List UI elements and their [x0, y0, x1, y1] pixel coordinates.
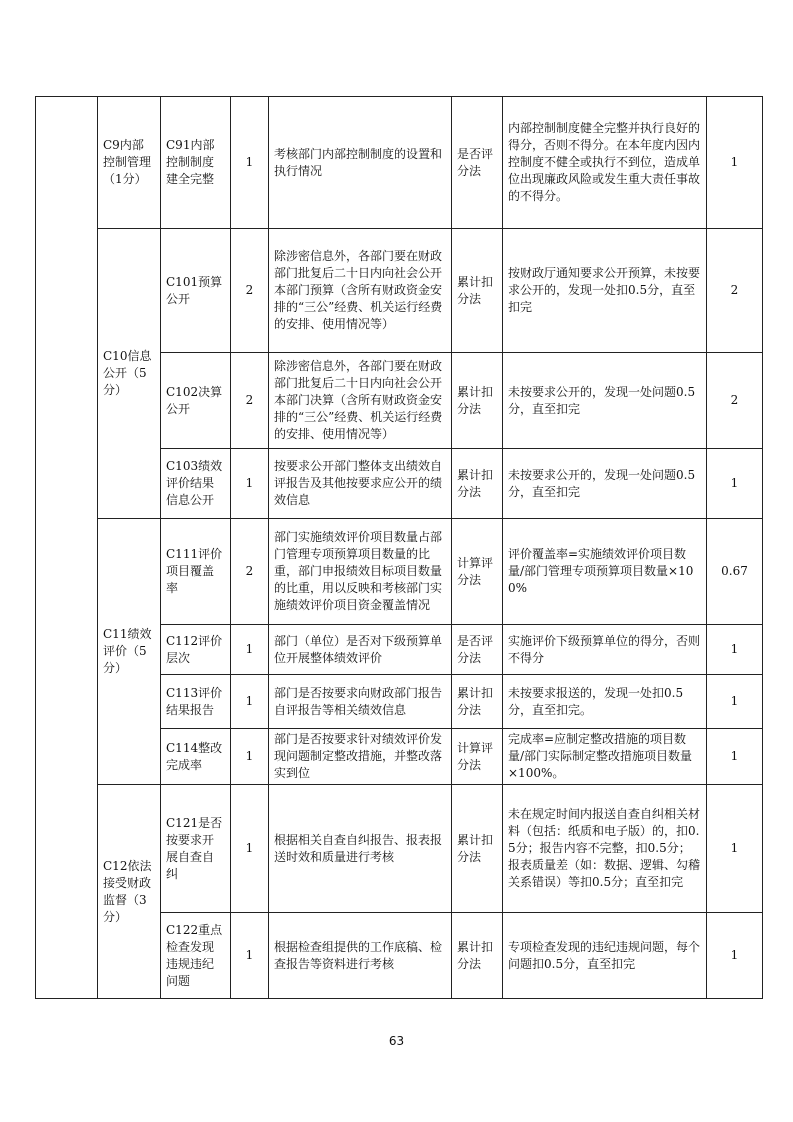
- method-cell: 是否评分法: [452, 625, 503, 675]
- result-cell: 1: [707, 675, 763, 729]
- content-cell: 部门实施绩效评价项目数量占部门管理专项预算项目数量的比重，部门申报绩效目标项目数量的比重，用以反映和考核部门实施绩效评价项目资金覆盖情况: [269, 519, 452, 625]
- content-cell: 除涉密信息外，各部门要在财政部门批复后二十日内向社会公开本部门预算（含所有财政资金安排的“三公”经费、机关运行经费的安排、使用情况等）: [269, 229, 452, 353]
- result-cell: 1: [707, 97, 763, 229]
- score-cell: 1: [231, 449, 269, 519]
- table-row: [36, 97, 763, 229]
- table-row: [36, 785, 763, 913]
- score-cell: 1: [231, 913, 269, 999]
- standard-cell: 未在规定时间内报送自查自纠相关材料（包括：纸质和电子版）的，扣0.5分；报告内容不完整，扣0.5分；报表质量差（如：数据、逻辑、勾稽关系错误）等扣0.5分；直至扣完: [503, 785, 707, 913]
- score-cell: 2: [231, 229, 269, 353]
- score-cell: 1: [231, 729, 269, 785]
- indicator-code-cell: C122重点检查发现违规违纪问题: [161, 913, 231, 999]
- indicator-code-cell: C102决算公开: [161, 353, 231, 449]
- page-number: 63: [388, 1034, 405, 1048]
- content-cell: 部门（单位）是否对下级预算单位开展整体绩效评价: [269, 625, 452, 675]
- standard-cell: 未按要求公开的，发现一处问题0.5分，直至扣完: [503, 449, 707, 519]
- content-cell: 部门是否按要求针对绩效评价发现问题制定整改措施，并整改落实到位: [269, 729, 452, 785]
- standard-cell: 完成率=应制定整改措施的项目数量/部门实际制定整改措施项目数量×100%。: [503, 729, 707, 785]
- standard-cell: 未按要求公开的，发现一处问题0.5分，直至扣完: [503, 353, 707, 449]
- indicator-code-cell: C111评价项目覆盖率: [161, 519, 231, 625]
- method-cell: 累计扣分法: [452, 449, 503, 519]
- indicator-code-cell: C103绩效评价结果信息公开: [161, 449, 231, 519]
- method-cell: 累计扣分法: [452, 353, 503, 449]
- score-cell: 2: [231, 519, 269, 625]
- table-row: [36, 229, 763, 353]
- standard-cell: 内部控制制度健全完整并执行良好的得分，否则不得分。在本年度内因内控制度不健全或执行不到位，造成单位出现廉政风险或发生重大责任事故的不得分。: [503, 97, 707, 229]
- secondary-indicator-cell: C9内部控制管理（1分）: [98, 97, 161, 229]
- method-cell: 计算评分法: [452, 729, 503, 785]
- method-cell: 累计扣分法: [452, 229, 503, 353]
- content-cell: 除涉密信息外，各部门要在财政部门批复后二十日内向社会公开本部门决算（含所有财政资金安排的“三公”经费、机关运行经费的安排、使用情况等）: [269, 353, 452, 449]
- result-cell: 1: [707, 625, 763, 675]
- secondary-indicator-cell: C12依法接受财政监督（3分）: [98, 785, 161, 999]
- method-cell: 累计扣分法: [452, 913, 503, 999]
- standard-cell: 专项检查发现的违纪违规问题，每个问题扣0.5分，直至扣完: [503, 913, 707, 999]
- indicator-code-cell: C91内部控制制度建全完整: [161, 97, 231, 229]
- result-cell: 1: [707, 785, 763, 913]
- indicator-code-cell: C112评价层次: [161, 625, 231, 675]
- content-cell: 按要求公开部门整体支出绩效自评报告及其他按要求应公开的绩效信息: [269, 449, 452, 519]
- method-cell: 累计扣分法: [452, 785, 503, 913]
- indicator-code-cell: C101预算公开: [161, 229, 231, 353]
- result-cell: 1: [707, 729, 763, 785]
- standard-cell: 实施评价下级预算单位的得分，否则不得分: [503, 625, 707, 675]
- indicator-code-cell: C121是否按要求开展自查自纠: [161, 785, 231, 913]
- indicator-code-cell: C113评价结果报告: [161, 675, 231, 729]
- content-cell: 根据相关自查自纠报告、报表报送时效和质量进行考核: [269, 785, 452, 913]
- content-cell: 根据检查组提供的工作底稿、检查报告等资料进行考核: [269, 913, 452, 999]
- method-cell: 累计扣分法: [452, 675, 503, 729]
- table-body: [36, 97, 763, 999]
- evaluation-table: [35, 96, 763, 999]
- indicator-code-cell: C114整改完成率: [161, 729, 231, 785]
- method-cell: 是否评分法: [452, 97, 503, 229]
- method-cell: 计算评分法: [452, 519, 503, 625]
- content-cell: 考核部门内部控制制度的设置和执行情况: [269, 97, 452, 229]
- first-level-indicator-cell: [36, 97, 98, 999]
- secondary-indicator-cell: C10信息公开（5分）: [98, 229, 161, 519]
- score-cell: 1: [231, 785, 269, 913]
- score-cell: 1: [231, 97, 269, 229]
- result-cell: 1: [707, 913, 763, 999]
- content-cell: 部门是否按要求向财政部门报告自评报告等相关绩效信息: [269, 675, 452, 729]
- standard-cell: 未按要求报送的，发现一处扣0.5分，直至扣完。: [503, 675, 707, 729]
- standard-cell: 评价覆盖率=实施绩效评价项目数量/部门管理专项预算项目数量×100%: [503, 519, 707, 625]
- secondary-indicator-cell: C11绩效评价（5分）: [98, 519, 161, 785]
- score-cell: 1: [231, 625, 269, 675]
- result-cell: 1: [707, 449, 763, 519]
- table-row: [36, 519, 763, 625]
- result-cell: 0.67: [707, 519, 763, 625]
- standard-cell: 按财政厅通知要求公开预算，未按要求公开的，发现一处扣0.5分，直至扣完: [503, 229, 707, 353]
- score-cell: 2: [231, 353, 269, 449]
- score-cell: 1: [231, 675, 269, 729]
- result-cell: 2: [707, 229, 763, 353]
- result-cell: 2: [707, 353, 763, 449]
